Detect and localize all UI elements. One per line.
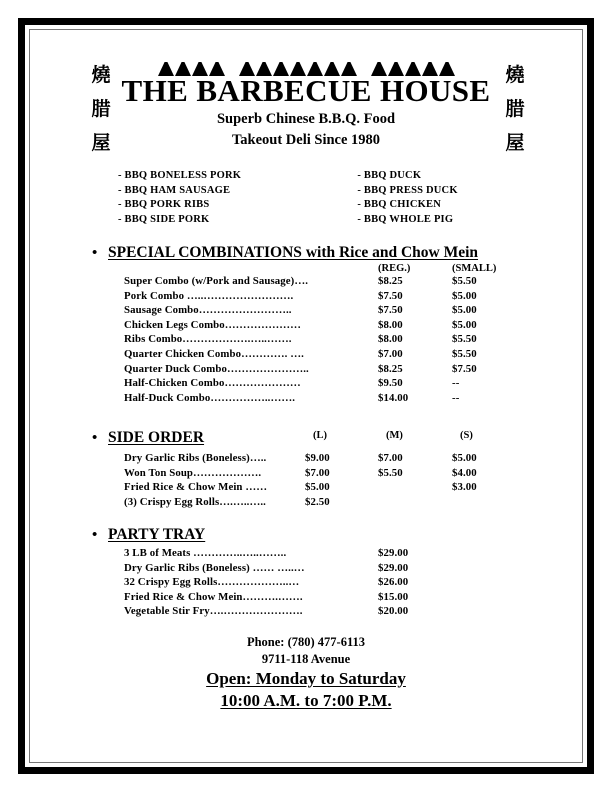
menu-item-price: $26.00 (378, 576, 409, 589)
menu-item-name: Fried Rice & Chow Mein……….……. (124, 590, 303, 603)
menu-item-price: $7.50 (378, 304, 403, 317)
menu-item-price: $5.00 (305, 481, 330, 494)
menu-section (0, 243, 612, 404)
menu-item-name: Half-Chicken Combo………………… (124, 377, 301, 390)
menu-item-price: $29.00 (378, 547, 409, 559)
footer-contact (40, 634, 572, 712)
menu-item-price: $2.50 (305, 495, 330, 508)
menu-item-price: $15.00 (378, 590, 409, 603)
menu-item-row (0, 481, 612, 496)
cjk-char-3: 屋 (91, 132, 111, 154)
crown-spike-icon (388, 59, 404, 76)
crown-spike-icon (239, 59, 255, 76)
section-items (0, 275, 612, 406)
bbq-items-list (118, 170, 478, 228)
crown-spike-icon (324, 59, 340, 76)
menu-item-price: $7.00 (378, 452, 403, 464)
crown-spike-icon (307, 59, 323, 76)
bbq-item-right: - BBQ DUCK (357, 170, 422, 181)
menu-item-price: $5.00 (452, 318, 477, 331)
menu-item-name: Quarter Duck Combo………………….. (124, 362, 309, 375)
menu-item-price: $29.00 (378, 561, 409, 574)
menu-item-row (0, 576, 612, 591)
price-column-header: (L) (313, 430, 327, 441)
menu-item-price: $7.50 (452, 362, 477, 375)
menu-item-row (0, 591, 612, 606)
menu-item-price: $3.00 (452, 481, 477, 494)
section-title: SPECIAL COMBINATIONS (108, 244, 302, 261)
bbq-item-right: - BBQ PRESS DUCK (357, 184, 458, 196)
menu-item-price: $5.50 (452, 275, 477, 287)
crown-spike-icon (256, 59, 272, 76)
menu-item-row (0, 363, 612, 378)
menu-item-row (0, 496, 612, 511)
menu-item-row (0, 348, 612, 363)
menu-item-name: Quarter Chicken Combo…………. …. (124, 347, 304, 360)
crown-spike-icon (273, 59, 289, 76)
restaurant-subtitle-1: Superb Chinese B.B.Q. Food (216, 111, 396, 127)
bullet-icon: • (92, 527, 98, 543)
menu-item-price: $7.00 (378, 347, 403, 360)
section-items (0, 452, 612, 510)
crown-spike-group (239, 59, 357, 76)
open-hours: 10:00 A.M. to 7:00 P.M. (220, 691, 392, 710)
price-column-header: (SMALL) (452, 263, 497, 274)
bbq-item-right: - BBQ CHICKEN (357, 199, 442, 210)
menu-item-row (0, 392, 612, 407)
section-subtitle: with Rice and Chow Mein (301, 244, 479, 261)
menu-item-name: Sausage Combo…………………….. (124, 304, 292, 317)
crown-spike-icon (209, 59, 225, 76)
street-address: 9711-118 Avenue (261, 652, 351, 666)
menu-item-price: $9.00 (305, 452, 330, 464)
menu-item-name: Super Combo (w/Pork and Sausage)…. (124, 275, 309, 287)
crown-spike-icon (422, 59, 438, 76)
menu-item-row (0, 547, 612, 562)
bullet-icon: • (92, 245, 98, 261)
cjk-char-1: 燒 (505, 64, 525, 86)
menu-section (0, 428, 612, 508)
menu-item-name: Won Ton Soup………………. (124, 466, 262, 479)
menu-item-row (0, 304, 612, 319)
price-column-headers (0, 430, 612, 444)
crown-spike-icon (192, 59, 208, 76)
open-days: Open: Monday to Saturday (206, 669, 406, 688)
menu-item-price: $14.00 (378, 391, 409, 404)
menu-item-name: Dry Garlic Ribs (Boneless) …… …..… (124, 561, 305, 574)
menu-item-row (0, 319, 612, 334)
menu-item-price: $8.00 (378, 333, 403, 346)
section-heading (0, 525, 612, 545)
menu-item-name: (3) Crispy Egg Rolls….…..….. (124, 495, 266, 508)
menu-item-row (0, 290, 612, 305)
menu-item-name: 32 Crispy Egg Rolls………………..… (124, 576, 300, 589)
bbq-item-left: - BBQ BONELESS PORK (118, 170, 242, 181)
crown-spike-group (158, 59, 225, 76)
menu-item-row (0, 377, 612, 392)
bbq-item-left: - BBQ HAM SAUSAGE (118, 184, 231, 196)
section-title: SIDE ORDER (108, 429, 205, 446)
menu-item-price: $20.00 (378, 605, 409, 618)
cjk-char-2: 腊 (505, 98, 525, 120)
bullet-icon: • (92, 430, 98, 446)
bbq-item-row (118, 170, 478, 185)
menu-item-price: -- (452, 391, 460, 404)
menu-item-name: 3 LB of Meats …………..…..…….. (124, 547, 287, 559)
cjk-char-3: 屋 (505, 132, 525, 154)
menu-item-row (0, 275, 612, 290)
menu-item-price: $5.00 (452, 289, 477, 302)
menu-item-price: $9.50 (378, 377, 403, 390)
menu-section (0, 525, 612, 618)
crown-spike-icon (175, 59, 191, 76)
crown-spike-group (371, 59, 455, 76)
crown-spike-icon (371, 59, 387, 76)
crown-spike-icon (341, 59, 357, 76)
menu-item-price: $5.50 (452, 333, 477, 346)
menu-item-name: Dry Garlic Ribs (Boneless)….. (124, 452, 267, 464)
bbq-item-row (118, 185, 478, 200)
menu-item-row (0, 467, 612, 482)
menu-item-name: Fried Rice & Chow Mein …… (124, 481, 268, 494)
section-heading (0, 243, 612, 263)
menu-item-price: $8.00 (378, 318, 403, 331)
menu-item-name: Vegetable Stir Fry….…………………. (124, 605, 303, 618)
bbq-item-right: - BBQ WHOLE PIG (357, 213, 454, 225)
menu-item-price: $7.50 (378, 289, 403, 302)
menu-item-price: $5.50 (452, 347, 477, 360)
bbq-item-left: - BBQ SIDE PORK (118, 213, 210, 225)
crown-spike-icon (158, 59, 174, 76)
menu-item-name: Ribs Combo……………….…..……. (124, 333, 292, 346)
menu-item-price: $7.00 (305, 466, 330, 479)
menu-item-row (0, 452, 612, 467)
menu-item-price: $5.50 (378, 466, 403, 479)
menu-item-name: Half-Duck Combo……………..……. (124, 391, 296, 404)
cjk-char-2: 腊 (91, 98, 111, 120)
menu-item-name: Chicken Legs Combo………………… (124, 318, 302, 331)
menu-item-name: Pork Combo …..……………………. (124, 289, 294, 302)
menu-item-price: -- (452, 377, 460, 390)
restaurant-subtitle-2: Takeout Deli Since 1980 (231, 132, 381, 148)
bbq-item-row (118, 199, 478, 214)
price-column-header: (M) (386, 430, 403, 441)
crown-spike-icon (439, 59, 455, 76)
menu-item-price: $5.00 (452, 304, 477, 317)
restaurant-title: THE BARBECUE HOUSE (121, 73, 491, 108)
price-column-header: (REG.) (378, 263, 411, 274)
menu-item-price: $4.00 (452, 466, 477, 479)
menu-item-row (0, 562, 612, 577)
crown-spike-icon (290, 59, 306, 76)
bbq-item-row (118, 214, 478, 229)
cjk-char-1: 燒 (91, 64, 111, 86)
menu-item-row (0, 605, 612, 620)
crown-ornament (40, 50, 572, 76)
price-column-header: (S) (460, 430, 473, 441)
section-items (0, 547, 612, 620)
menu-item-row (0, 333, 612, 348)
menu-item-price: $5.00 (452, 452, 477, 464)
crown-spike-icon (405, 59, 421, 76)
section-title: PARTY TRAY (108, 526, 206, 543)
bbq-item-left: - BBQ PORK RIBS (118, 199, 210, 210)
phone-number: Phone: (780) 477-6113 (246, 635, 366, 649)
menu-item-price: $8.25 (378, 275, 403, 287)
restaurant-header (40, 50, 572, 150)
menu-item-price: $8.25 (378, 362, 403, 375)
